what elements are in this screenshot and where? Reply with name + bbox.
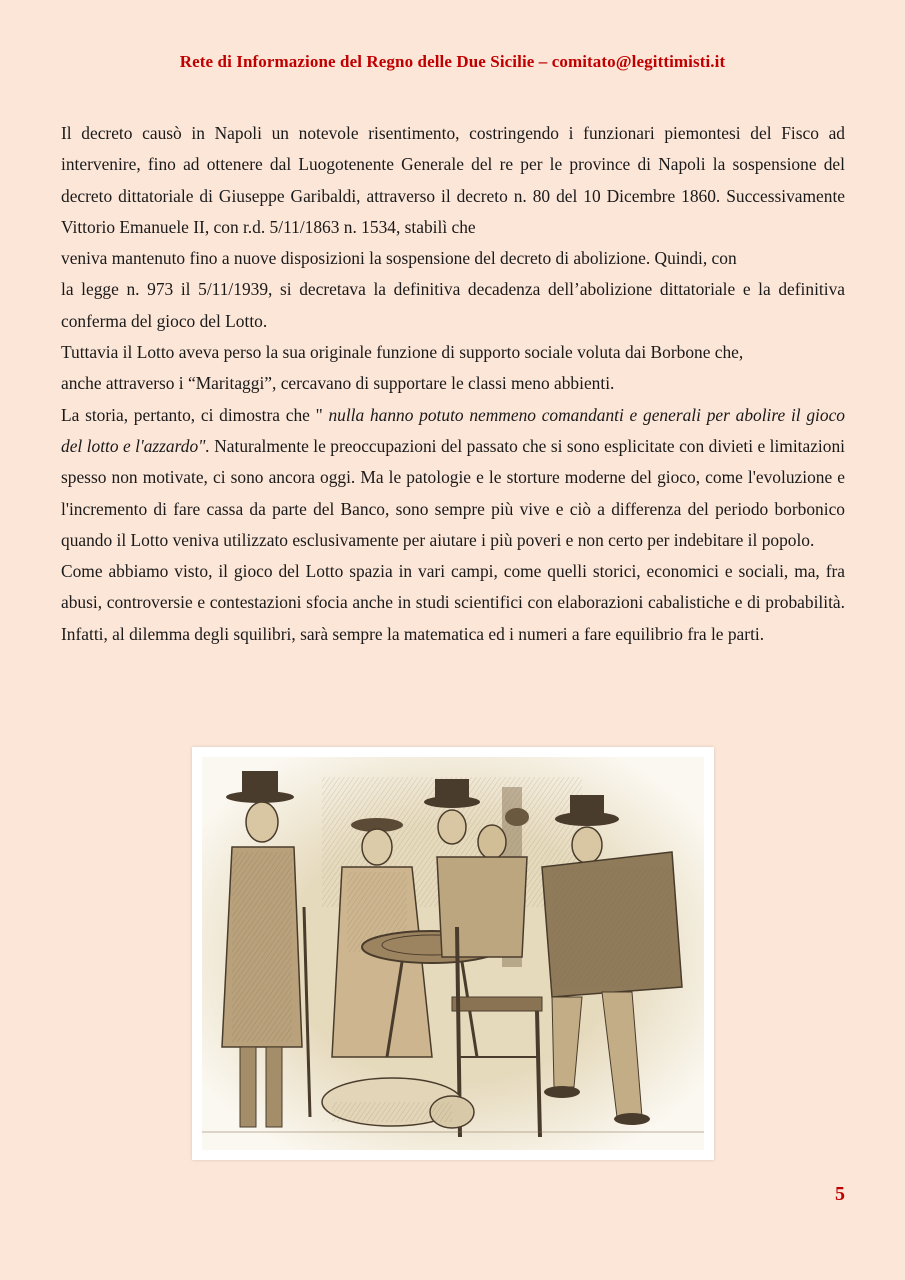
page-header: Rete di Informazione del Regno delle Due Sicilie – comitato@legittimisti.it [179,52,726,71]
paragraph-decree [61,118,845,337]
paragraph-history [61,400,845,556]
paragraph-history-start: La storia, pertanto, ci dimostra che " [61,404,329,425]
paragraph-decree-part-1: Il decreto causò in Napoli un notevole risentimento, costringendo i funzionari piemontesi del Fisco ad intervenire, fino ad ottenere dal Luogotenente Generale del re per le province di Napoli la sospensione del decreto dittatoriale di Giuseppe Garibaldi, attraverso il decreto n. 80 del 10 Dicembre 1860. Successivamente Vittorio Emanuele II, con r.d. 5/11/1863 n. 1534, stabilì che [61,123,845,237]
paragraph-social-function-part-2: anche attraverso i “Maritaggi”, cercavano di supportare le classi meno abbienti. [61,373,615,394]
paragraph-social-function-part-1: Tuttavia il Lotto aveva perso la sua originale funzione di supporto sociale voluta dai Borbone che, [61,342,744,363]
paragraph-social-function [61,337,845,400]
body-text [61,118,845,650]
engraving-drawing [202,757,704,1150]
paragraph-history-rest: Naturalmente le preoccupazioni del passato che si sono esplicitate con divieti e limitazioni spesso non motivate, ci sono ancora oggi. Ma le patologie e le storture moderne del gioco, come l'evoluzione e l'incremento di fare cassa da parte del Banco, sono sempre più vive e ciò a differenza del periodo borbonico quando il Lotto veniva utilizzato esclusivamente per aiutare i più poveri e non certo per indebitare il popolo. [61,435,845,550]
lotto-engraving-illustration [192,747,714,1160]
paragraph-decree-part-3: la legge n. 973 il 5/11/1939, si decretava la definitiva decadenza dell’abolizione dittatoriale e la definitiva conferma del gioco del Lotto. [61,279,845,331]
paragraph-decree-part-2: veniva mantenuto fino a nuove disposizioni la sospensione del decreto di abolizione. Quindi, con [61,248,737,269]
paragraph-history-quote: nulla hanno potuto nemmeno comandanti e generali per abolire il gioco del lotto e l'azzardo". [61,404,845,456]
page-number: 5 [835,1183,845,1205]
paragraph-conclusion: Come abbiamo visto, il gioco del Lotto spazia in vari campi, come quelli storici, economici e sociali, ma, fra abusi, controversie e contestazioni sfocia anche in studi scientifici con elaborazioni cabalistiche e di probabilità. Infatti, al dilemma degli squilibri, sarà sempre la matematica ed i numeri a fare equilibrio fra le parti. [61,561,845,644]
